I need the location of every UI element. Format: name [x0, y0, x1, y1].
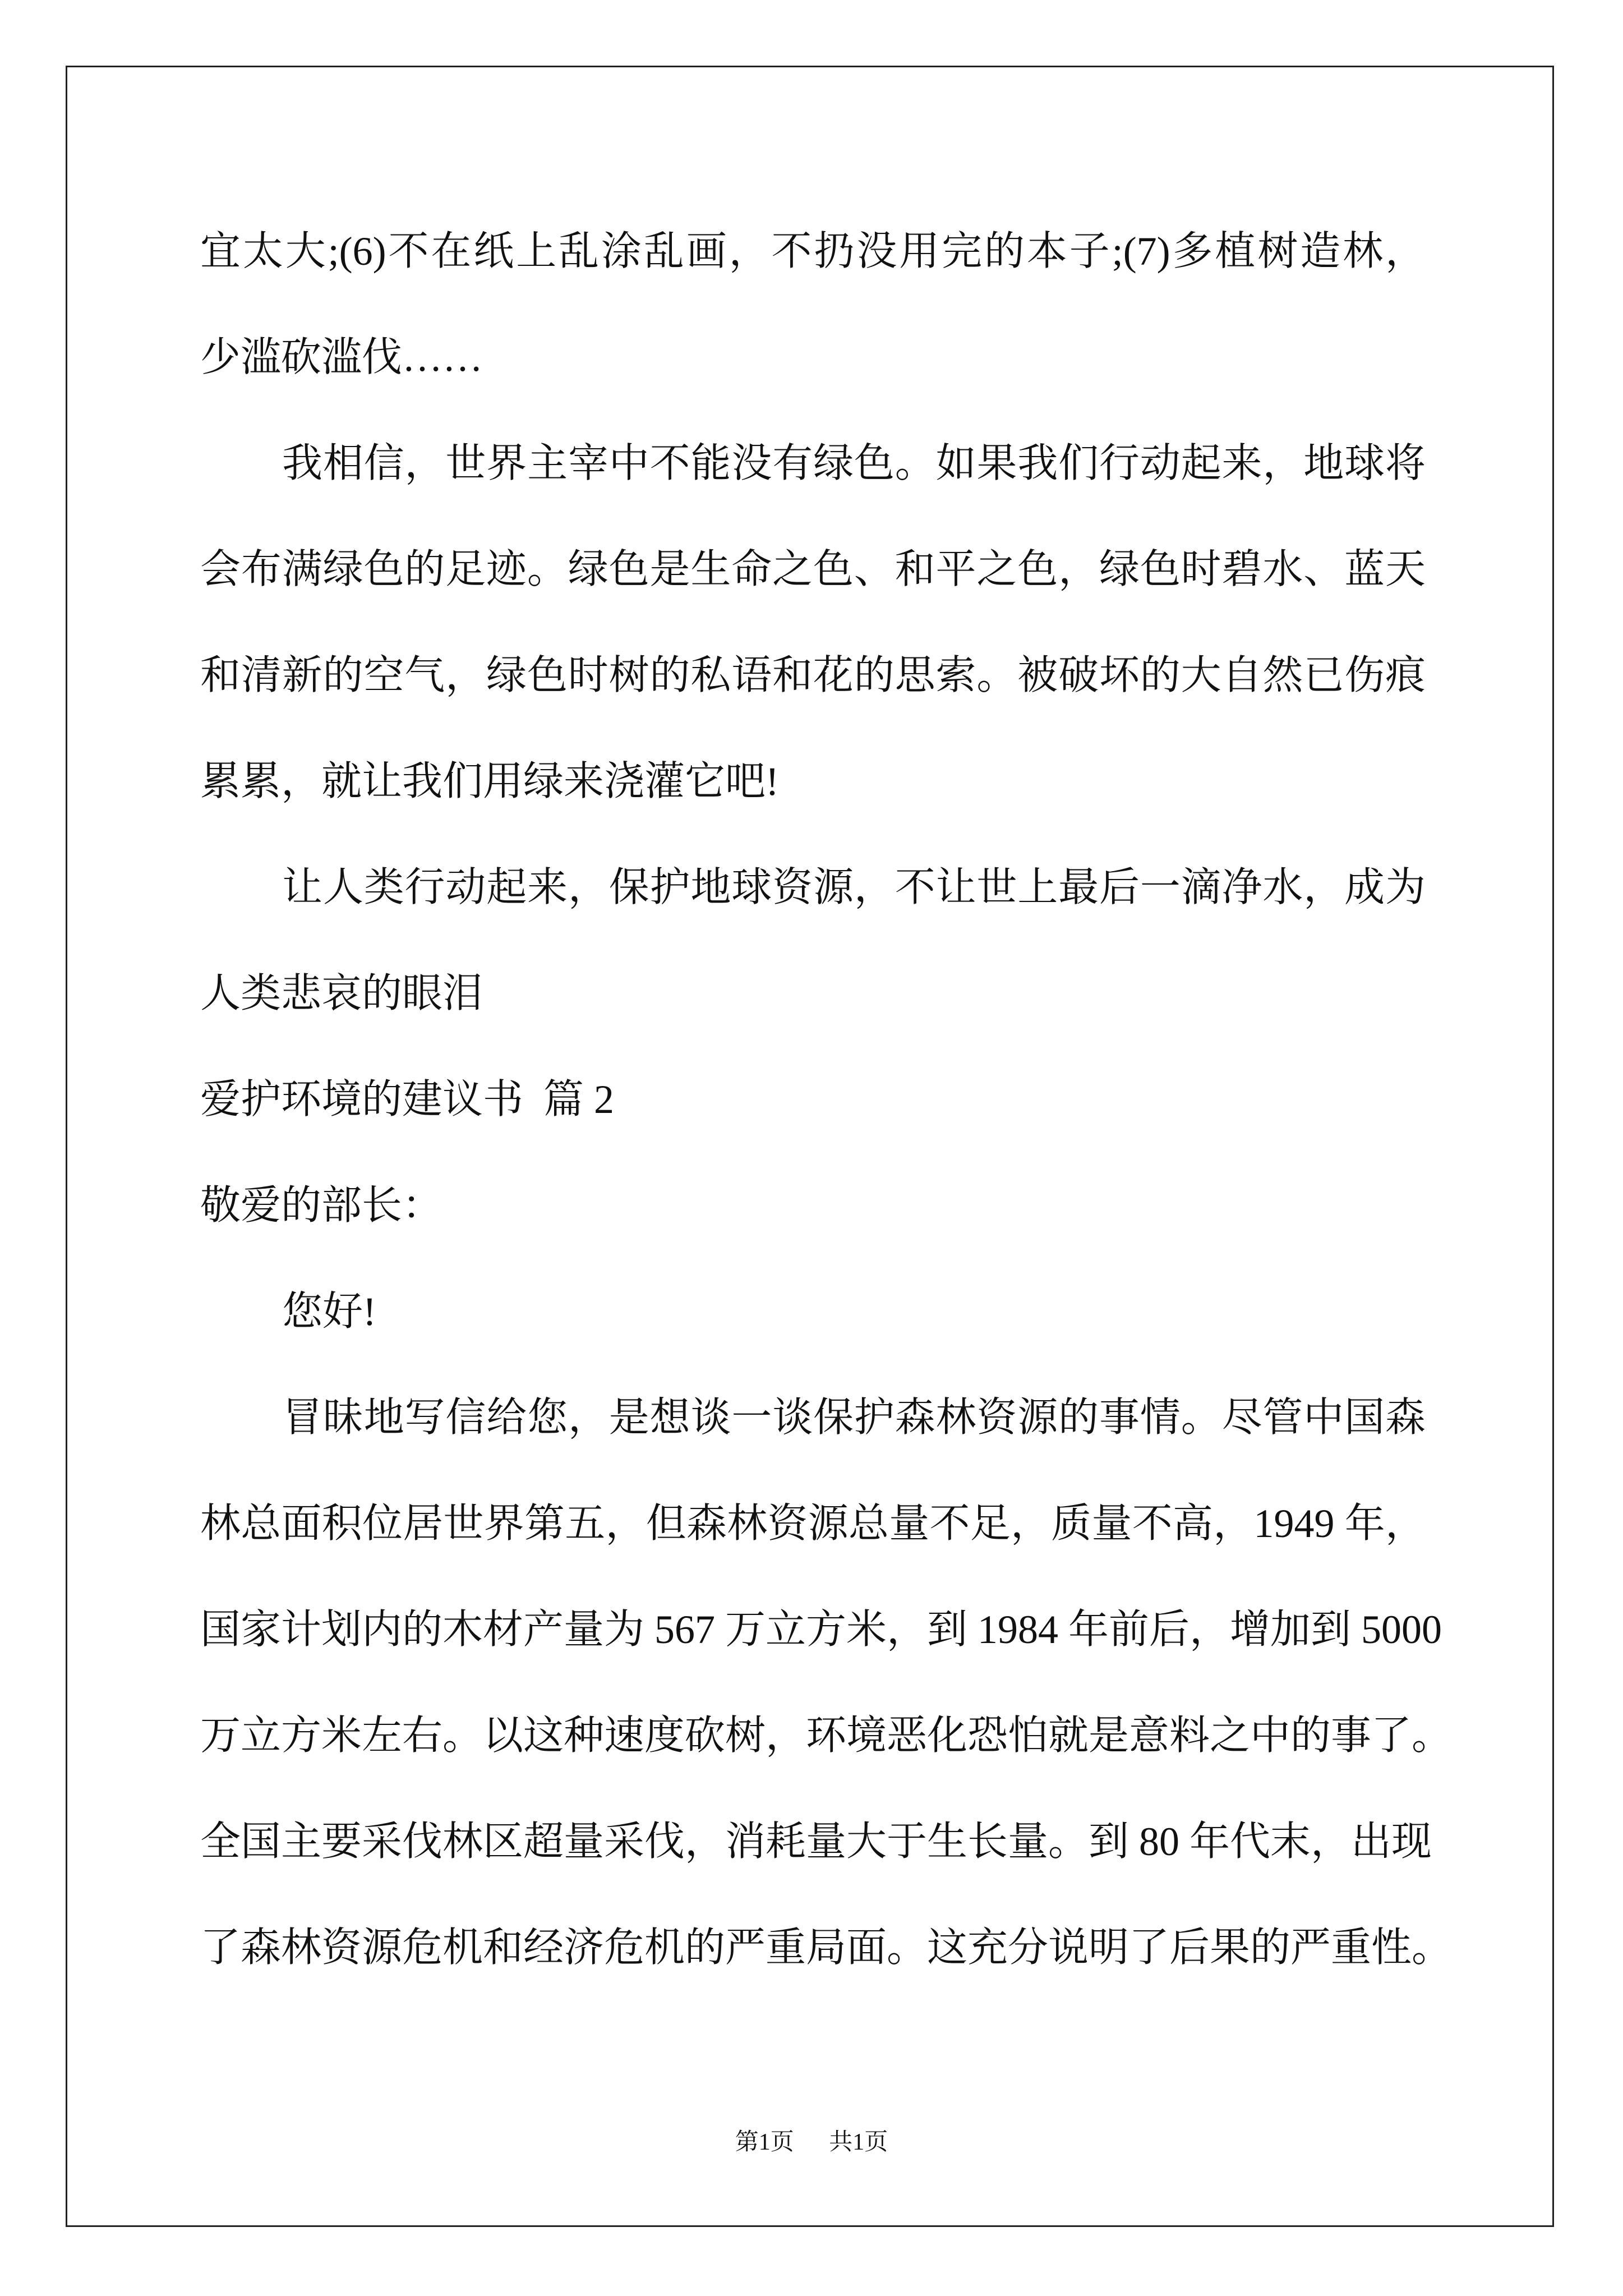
text-line: 万立方米左右。以这种速度砍树，环境恶化恐怕就是意料之中的事了。 — [200, 1713, 1453, 1758]
text-line: 累累，就让我们用绿来浇灌它吧! — [200, 759, 779, 804]
total-pages-label: 共1页 — [829, 2129, 888, 2155]
greeting: 您好! — [282, 1289, 376, 1334]
paragraph — [200, 199, 1426, 411]
text-line: 冒昧地写信给您，是想谈一谈保护森林资源的事情。尽管中国森 — [282, 1395, 1426, 1440]
text-line: 我相信，世界主宰中不能没有绿色。如果我们行动起来，地球将 — [282, 441, 1426, 486]
text-line: 全国主要采伐林区超量采伐，消耗量大于生长量。到 80 年代末，出现 — [200, 1819, 1432, 1864]
text-line: 国家计划内的木材产量为 567 万立方米，到 1984 年前后，增加到 5000 — [200, 1607, 1442, 1652]
salutation: 敬爱的部长： — [200, 1183, 443, 1228]
page-footer — [0, 2125, 1623, 2159]
text-line: 了森林资源危机和经济危机的严重局面。这充分说明了后果的严重性。 — [200, 1925, 1453, 1970]
text-line: 和清新的空气，绿色时树的私语和花的思索。被破坏的大自然已伤痕 — [200, 653, 1426, 698]
text-line: 林总面积位居世界第五，但森林资源总量不足，质量不高，1949 年， — [200, 1501, 1426, 1546]
document-body — [200, 199, 1453, 2001]
paragraph — [200, 1365, 1453, 2001]
text-line: 会布满绿色的足迹。绿色是生命之色、和平之色，绿色时碧水、蓝天 — [200, 547, 1426, 592]
current-page-label: 第1页 — [735, 2129, 794, 2155]
paragraph — [200, 411, 1426, 835]
text-line: 少滥砍滥伐…… — [200, 335, 483, 380]
text-line: 让人类行动起来，保护地球资源，不让世上最后一滴净水，成为 — [282, 865, 1426, 910]
text-line: 人类悲哀的眼泪 — [200, 971, 483, 1016]
section-title: 爱护环境的建议书 篇 2 — [200, 1077, 615, 1122]
paragraph — [200, 835, 1426, 1047]
text-line: 宜太大;(6)不在纸上乱涂乱画，不扔没用完的本子;(7)多植树造林， — [200, 229, 1426, 274]
